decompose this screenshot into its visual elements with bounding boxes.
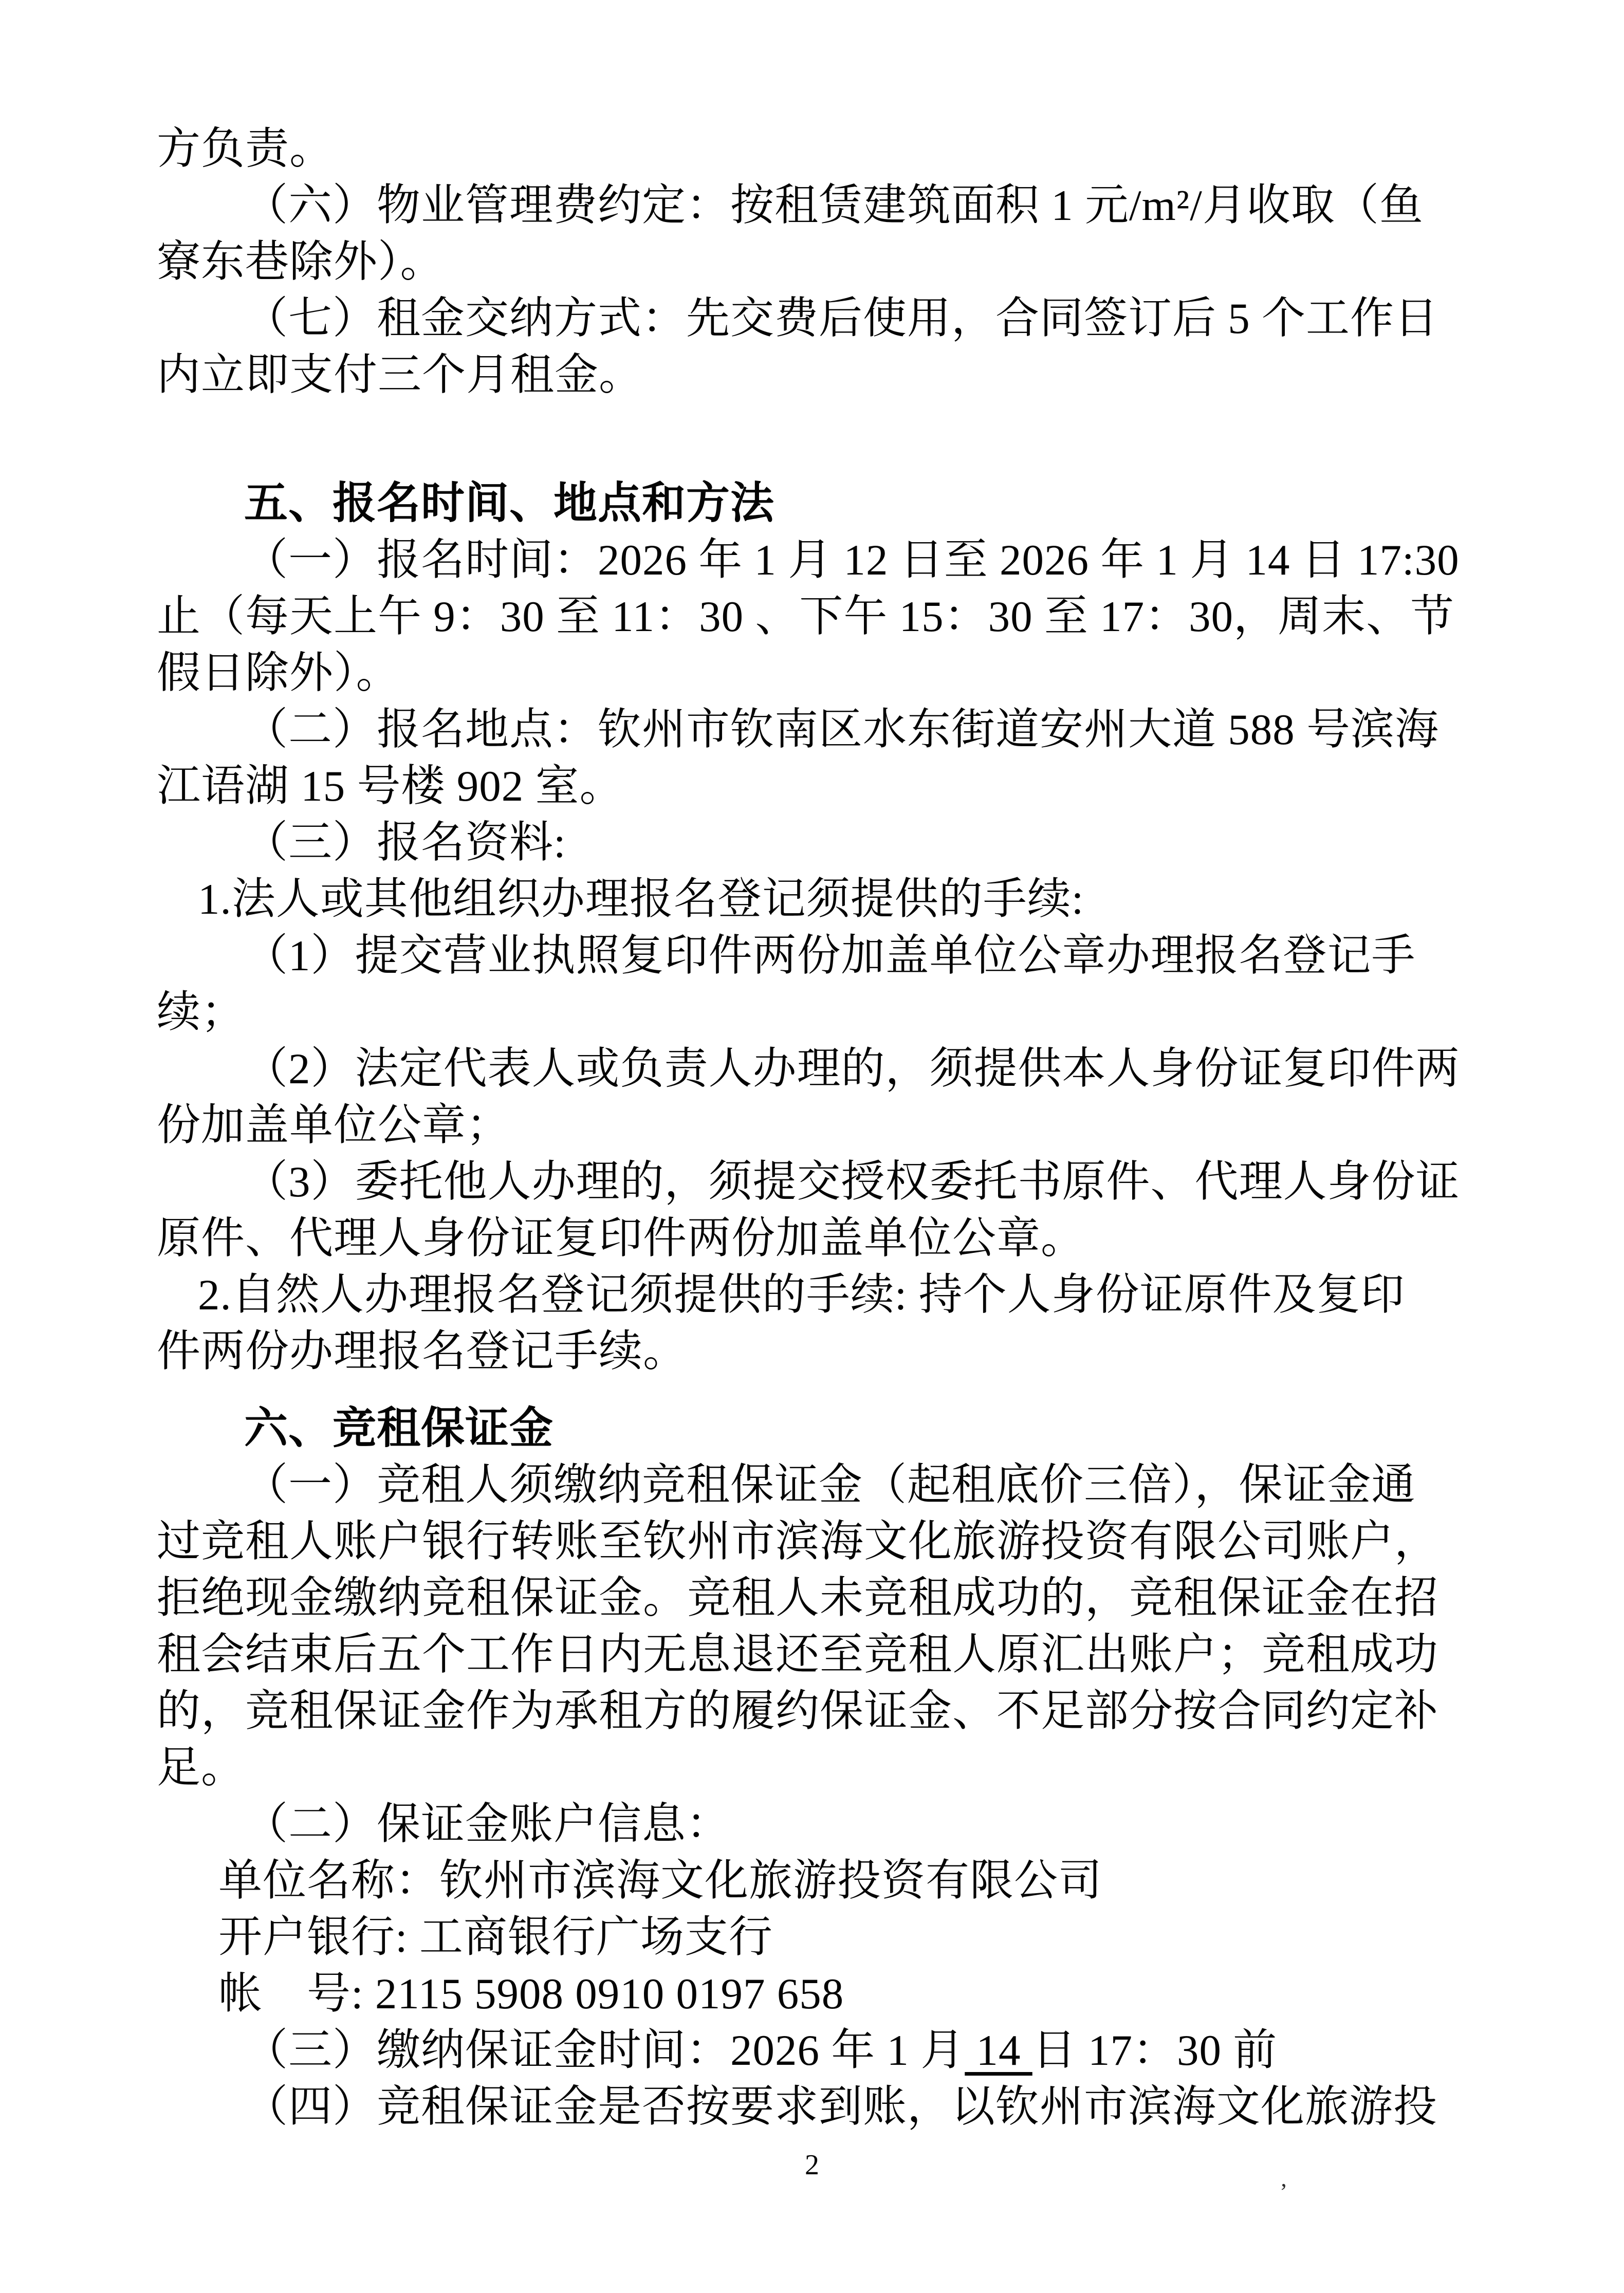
- text-line: 江语湖 15 号楼 902 室。: [157, 762, 624, 810]
- text-line-legal-person-procedures: 1.法人或其他组织办理报名登记须提供的手续:: [198, 875, 1084, 923]
- text-line: 内立即支付三个月租金。: [157, 351, 643, 399]
- page-number: 2: [805, 2149, 819, 2181]
- text-line: 的，竞租保证金作为承租方的履约保证金、不足部分按合同约定补: [157, 1687, 1439, 1735]
- text-line-deposit-rule: （一）竞租人须缴纳竞租保证金（起租底价三倍），保证金通: [244, 1461, 1416, 1509]
- text-line-sub-item-2: （2）法定代表人或负责人办理的，须提供本人身份证复印件两: [244, 1045, 1460, 1093]
- deposit-deadline-line: [157, 2022, 1465, 2079]
- text-line-natural-person-procedures: 2.自然人办理报名登记须提供的手续: 持个人身份证原件及复印: [198, 1271, 1405, 1319]
- text-line: 拒绝现金缴纳竞租保证金。竞租人未竞租成功的，竞租保证金在招: [157, 1574, 1439, 1622]
- text-line-item-4-deposit-arrival: （四）竞租保证金是否按要求到账，以钦州市滨海文化旅游投: [244, 2083, 1438, 2131]
- document-body: [157, 121, 1465, 2135]
- text-line-account-company-name: 单位名称：钦州市滨海文化旅游投资有限公司: [218, 1857, 1103, 1905]
- text-line-item-7-rent-payment: （七）租金交纳方式：先交费后使用，合同签订后 5 个工作日: [244, 294, 1439, 343]
- heading-section-6-bid-deposit: 六、竞租保证金: [244, 1404, 554, 1453]
- text-line: 假日除外）。: [157, 649, 400, 697]
- text-line: 份加盖单位公章；: [157, 1101, 511, 1150]
- text-line: 方负责。: [157, 125, 334, 173]
- text-line-registration-time: （一）报名时间：2026 年 1 月 12 日至 2026 年 1 月 14 日 17:30: [244, 536, 1460, 584]
- text-line-registration-place: （二）报名地点：钦州市钦南区水东街道安州大道 588 号滨海: [244, 706, 1440, 754]
- text-line: 过竞租人账户银行转账至钦州市滨海文化旅游投资有限公司账户，: [157, 1518, 1439, 1566]
- stray-scan-mark: ’: [1280, 2178, 1288, 2205]
- text-line-registration-materials: （三）报名资料:: [244, 819, 566, 867]
- text-line-item-6-property-fee: （六）物业管理费约定：按租赁建筑面积 1 元/m²/月收取（鱼: [244, 181, 1424, 230]
- text-line: 寮东巷除外）。: [157, 238, 445, 286]
- text-line-account-number: 帐 号: 2115 5908 0910 0197 658: [218, 1970, 844, 2018]
- text-line-sub-item-1: （1）提交营业执照复印件两份加盖单位公章办理报名登记手: [244, 932, 1416, 980]
- text-line-sub-item-3: （3）委托他人办理的，须提交授权委托书原件、代理人身份证: [244, 1158, 1460, 1206]
- text-line: 续；: [157, 988, 246, 1037]
- text-line-account-bank: 开户银行: 工商银行广场支行: [218, 1913, 773, 1962]
- deadline-text-pre: （三）缴纳保证金时间：2026 年 1 月: [244, 2026, 965, 2075]
- text-line: 件两份办理报名登记手续。: [157, 1327, 688, 1376]
- text-line: 租会结束后五个工作日内无息退还至竞租人原汇出账户；竞租成功: [157, 1631, 1439, 1679]
- text-line-deposit-account-info: （二）保证金账户信息：: [244, 1800, 731, 1848]
- deadline-text-post: 日 17：30 前: [1032, 2026, 1278, 2075]
- text-line: 原件、代理人身份证复印件两份加盖单位公章。: [157, 1214, 1085, 1263]
- text-line: 止（每天上午 9：30 至 11：30 、下午 15：30 至 17：30，周末、节: [157, 593, 1455, 641]
- heading-section-5-registration: 五、报名时间、地点和方法: [244, 479, 775, 528]
- text-line: 足。: [157, 1744, 246, 1792]
- deadline-date-underlined: 14: [965, 2026, 1032, 2075]
